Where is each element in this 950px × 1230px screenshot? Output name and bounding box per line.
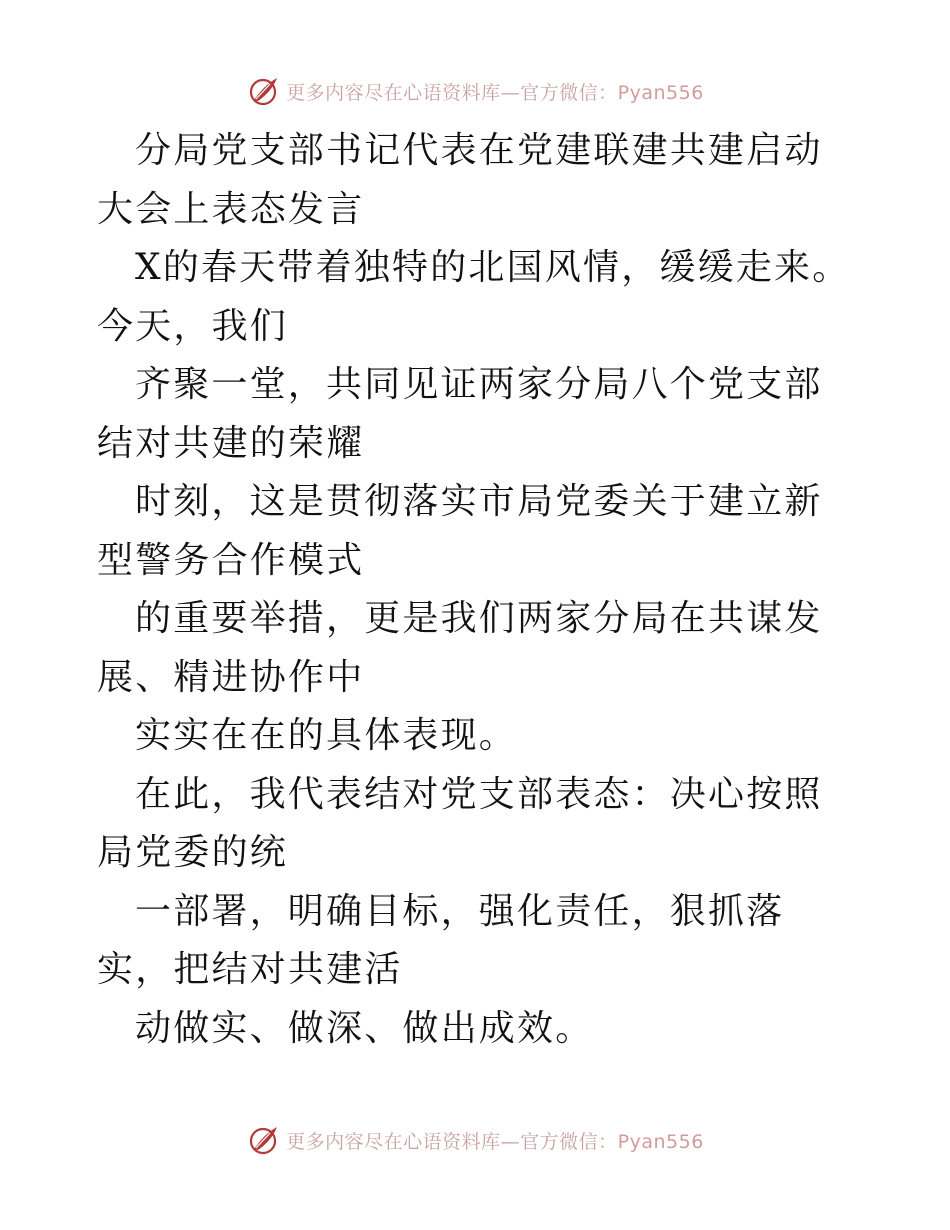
paragraph: 一部署，明确目标，强化责任，狠抓落实，把结对共建活 (97, 890, 785, 990)
header-banner-handle: Pyan556 (617, 81, 704, 104)
paragraph: 实实在在的具体表现。 (135, 715, 518, 756)
document-body (97, 122, 857, 1058)
feather-quill-logo-icon (246, 74, 280, 108)
paragraph: X的春天带着独特的北国风情，缓缓走来。今天，我们 (97, 247, 851, 347)
paragraph: 动做实、做深、做出成效。 (135, 1007, 594, 1049)
header-banner-text (286, 78, 704, 105)
paragraph: 在此，我代表结对党支部表态：决心按照局党委的统 (97, 773, 823, 873)
header-banner (0, 71, 950, 111)
feather-quill-logo-icon (246, 1123, 280, 1157)
paragraph: 的重要举措，更是我们两家分局在共谋发展、精进协作中 (97, 598, 823, 698)
footer-banner-text (286, 1127, 704, 1154)
footer-banner-label: 更多内容尽在心语资料库—官方微信： (286, 1130, 618, 1153)
paragraph: 齐聚一堂，共同见证两家分局八个党支部结对共建的荣耀 (97, 364, 823, 464)
paragraph: 时刻，这是贯彻落实市局党委关于建立新型警务合作模式 (97, 481, 823, 581)
document-title: 分局党支部书记代表在党建联建共建启动大会上表态发言 (97, 130, 823, 230)
footer-banner (0, 1120, 950, 1160)
header-banner-label: 更多内容尽在心语资料库—官方微信： (286, 81, 618, 104)
footer-banner-handle: Pyan556 (617, 1130, 704, 1153)
